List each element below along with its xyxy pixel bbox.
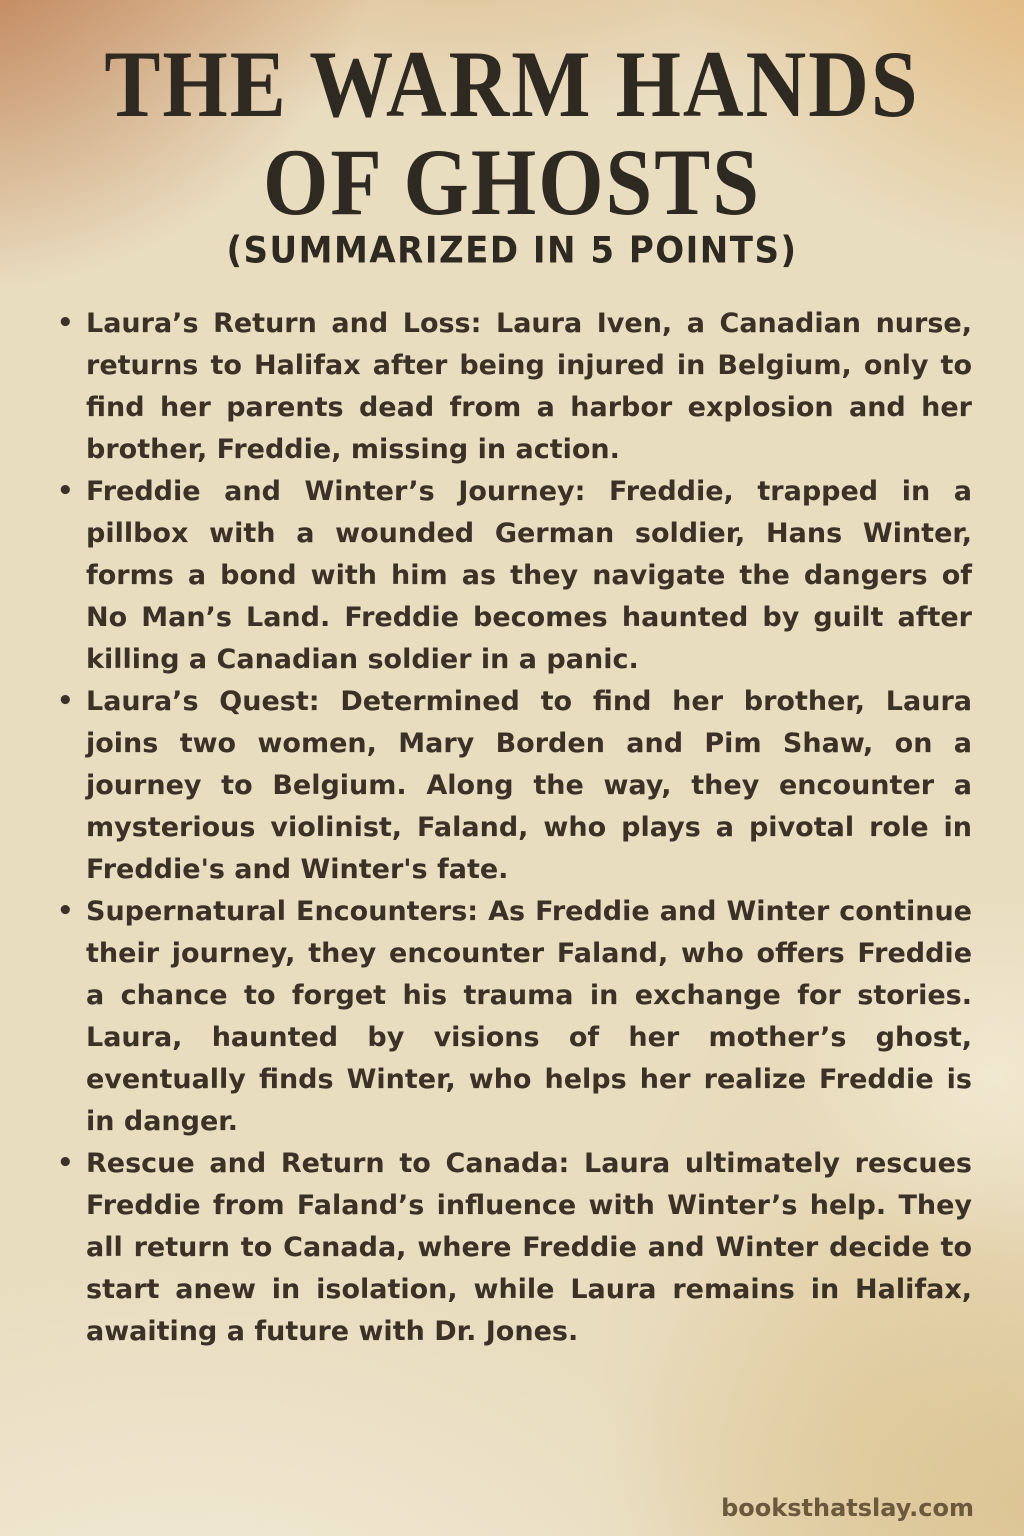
subtitle: (SUMMARIZED IN 5 POINTS) <box>226 229 798 273</box>
title-line-2: OF GHOSTS <box>262 129 761 236</box>
site-watermark: booksthatslay.com <box>721 1494 974 1522</box>
title-line-1: THE WARM HANDS <box>104 31 920 138</box>
list-item: • Supernatural Encounters: As Freddie and Winter continue their journey, they encounter Faland, who offers Freddie a chance to forget his trauma in exchange for stories. Laura, haunted by visions of her mother’s ghost, eventually finds Winter, who helps her realize Freddie is in danger. <box>54 891 972 1143</box>
title-block <box>0 0 1024 273</box>
list-item: • Laura’s Return and Loss: Laura Iven, a Canadian nurse, returns to Halifax after being injured in Belgium, only to find her parents dead from a harbor explosion and her brother, Freddie, missing in action. <box>54 303 972 471</box>
summary-list <box>54 303 972 1353</box>
list-item: • Rescue and Return to Canada: Laura ultimately rescues Freddie from Faland’s influence with Winter’s help. They all return to Canada, where Freddie and Winter decide to start anew in isolation, while Laura remains in Halifax, awaiting a future with Dr. Jones. <box>54 1143 972 1353</box>
page-title <box>104 31 920 236</box>
list-item: • Laura’s Quest: Determined to find her brother, Laura joins two women, Mary Borden and Pim Shaw, on a journey to Belgium. Along the way, they encounter a mysterious violinist, Faland, who plays a pivotal role in Freddie's and Winter's fate. <box>54 681 972 891</box>
list-item: • Freddie and Winter’s Journey: Freddie, trapped in a pillbox with a wounded German soldier, Hans Winter, forms a bond with him as they navigate the dangers of No Man’s Land. Freddie becomes haunted by guilt after killing a Canadian soldier in a panic. <box>54 471 972 681</box>
